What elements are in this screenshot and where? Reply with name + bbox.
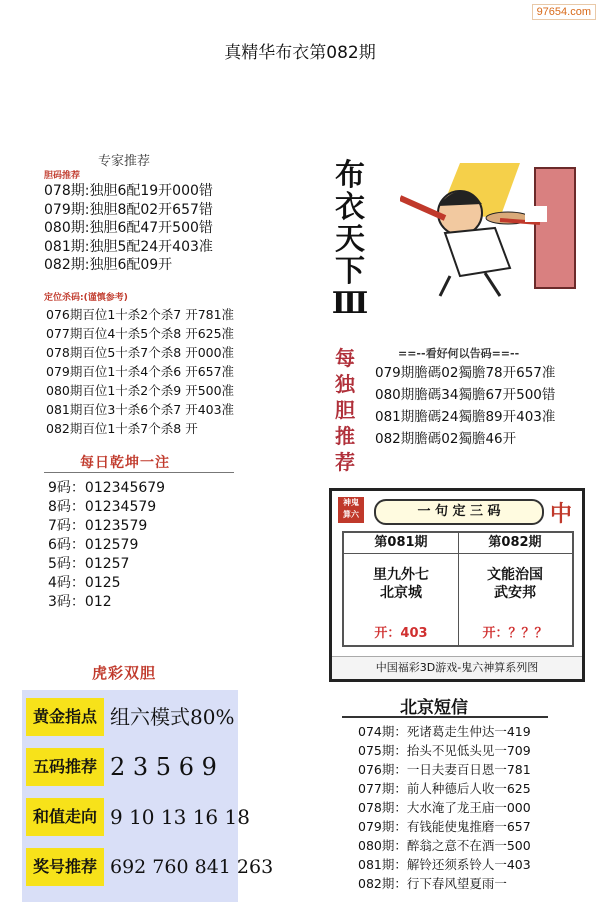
list-item: 080期膽碼34獨膽67开500错 xyxy=(375,387,556,403)
daily-heading: 每日乾坤一注 xyxy=(80,455,170,471)
expert-heading: 专家推荐 xyxy=(98,154,151,169)
list-item: 079期百位1十杀4个杀6 开657准 xyxy=(46,364,235,379)
dudan-heading: ==--看好何以告码==-- xyxy=(398,347,520,360)
list-item: 075期：抬头不见低头见一709 xyxy=(358,743,531,758)
list-item: 6码：012579 xyxy=(48,537,139,553)
beijing-list xyxy=(358,722,531,893)
daily-list xyxy=(48,479,165,612)
poster-char: 下 xyxy=(335,254,365,289)
vertical-char: 每 xyxy=(335,346,355,370)
page-title: 真精华布衣第082期 xyxy=(224,43,376,63)
poster-title xyxy=(330,160,370,320)
tag-label: 和值走向 xyxy=(26,798,104,836)
dudan-list xyxy=(375,362,555,450)
expert-sub-label: 胆码推荐 xyxy=(44,171,81,181)
list-item: 7码：0123579 xyxy=(48,518,148,534)
list-item: 079期：有钱能使鬼推磨一657 xyxy=(358,819,531,834)
list-item: 082期：行下春风望夏雨一 xyxy=(358,876,507,891)
poster-char: Ⅲ xyxy=(331,286,369,321)
poster-char: 衣 xyxy=(335,190,365,225)
expert-list xyxy=(44,182,213,275)
vertical-char: 推 xyxy=(335,424,355,448)
left-column xyxy=(344,533,459,645)
list-item: 081期百位3十杀6个杀7 开403准 xyxy=(46,402,235,417)
poster-char: 布 xyxy=(335,158,365,193)
tag-value: 组六模式80% xyxy=(110,705,235,729)
cartoon-illustration xyxy=(400,158,580,298)
list-item: 079期膽碼02獨膽78开657准 xyxy=(375,365,556,381)
list-item: 5码：01257 xyxy=(48,556,130,572)
divider xyxy=(342,716,548,718)
list-item: 080期:独胆6配47开500错 xyxy=(44,220,213,236)
tag-value: 2 3 5 6 9 xyxy=(110,753,217,781)
list-item: 3码：012 xyxy=(48,594,112,610)
period-label: 第081期 xyxy=(344,533,458,554)
result-text: 开：403 xyxy=(374,626,428,641)
list-item: 074期：死诸葛走生仲达一419 xyxy=(358,724,531,739)
position-kill-sub-label: 定位杀码:(谨慎参考) xyxy=(44,293,128,303)
logo-icon: 中 xyxy=(550,502,573,527)
list-item: 081期膽碼24獨膽89开403准 xyxy=(375,409,556,425)
list-item: 076期：一日夫妻百日恩一781 xyxy=(358,762,531,777)
list-item: 080期：醉翁之意不在酒一500 xyxy=(358,838,531,853)
tag-label: 黄金指点 xyxy=(26,698,104,736)
list-item: 9码：012345679 xyxy=(48,480,166,496)
prediction-box xyxy=(329,488,585,682)
box-banner: 一 句 定 三 码 xyxy=(374,499,544,525)
list-item: 078期百位5十杀7个杀8 开000准 xyxy=(46,345,235,360)
tiger-heading: 虎彩双胆 xyxy=(92,664,157,682)
tag-label: 奖号推荐 xyxy=(26,848,104,886)
list-item: 077期百位4十杀5个杀8 开625准 xyxy=(46,326,235,341)
box-footer: 中国福彩3D游戏-鬼六神算系列图 xyxy=(332,656,582,679)
list-item: 078期:独胆6配19开000错 xyxy=(44,183,213,199)
list-item: 8码：01234579 xyxy=(48,499,157,515)
list-item: 080期百位1十杀2个杀9 开500准 xyxy=(46,383,235,398)
vertical-char: 独 xyxy=(335,372,355,396)
dudan-vertical-title xyxy=(330,345,360,475)
vertical-char: 胆 xyxy=(335,398,355,422)
divider xyxy=(44,472,234,473)
right-column xyxy=(458,533,572,645)
list-item: 079期:独胆8配02开657错 xyxy=(44,201,213,218)
vertical-char: 荐 xyxy=(335,450,355,474)
tag-value: 692 760 841 263 xyxy=(110,856,274,878)
prediction-table xyxy=(342,531,574,647)
left-badge: 神鬼 算六 xyxy=(338,497,364,523)
tag-value: 9 10 13 16 18 xyxy=(110,805,250,829)
riddle-text: 里九外七 北京城 xyxy=(373,567,429,601)
tiger-panel xyxy=(22,690,274,902)
list-item: 082期百位1十杀7个杀8 开 xyxy=(46,421,198,436)
period-label: 第082期 xyxy=(458,533,572,554)
poster-char: 天 xyxy=(335,222,365,257)
list-item: 081期：解铃还须系铃人一403 xyxy=(358,857,531,872)
position-kill-list xyxy=(46,305,234,438)
list-item: 082期膽碼02獨膽46开 xyxy=(375,431,517,447)
list-item: 076期百位1十杀2个杀7 开781准 xyxy=(46,307,235,322)
beijing-heading: 北京短信 xyxy=(400,698,468,718)
list-item: 081期:独胆5配24开403准 xyxy=(44,238,213,255)
watermark: 97654.com xyxy=(532,4,596,20)
list-item: 078期：大水淹了龙王庙一000 xyxy=(358,800,531,815)
list-item: 077期：前人种德后人收一625 xyxy=(358,781,531,796)
list-item: 082期:独胆6配09开 xyxy=(44,257,173,273)
list-item: 4码：0125 xyxy=(48,575,121,591)
tag-label: 五码推荐 xyxy=(26,748,104,786)
result-text: 开：？？？ xyxy=(482,626,548,641)
riddle-text: 文能治国 武安邦 xyxy=(487,567,543,601)
